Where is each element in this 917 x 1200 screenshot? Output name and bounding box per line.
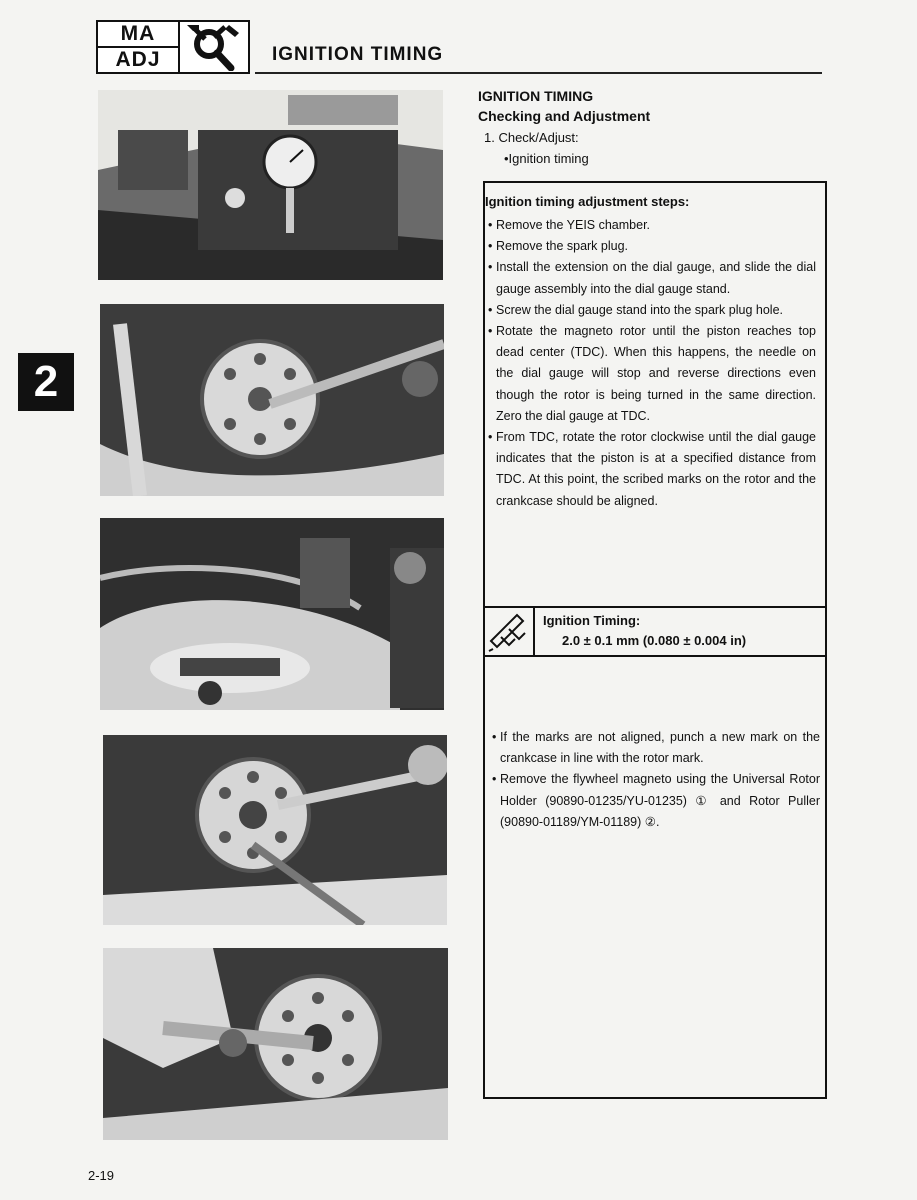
page-number: 2-19 xyxy=(88,1168,115,1183)
adjustment-steps xyxy=(488,215,816,512)
bullet: • xyxy=(492,730,497,744)
photo-rotor-wrench xyxy=(100,304,444,496)
list-item: • Install the extension on the dial gauge, and slide the dial gauge assembly into the dial gauge stand. xyxy=(488,257,816,299)
list-item: • Remove the flywheel magneto using the Universal Rotor Holder (90890-01235/YU-01235) ① and Rotor Puller (90890-01189/YM-01189) ②. xyxy=(492,769,820,833)
section-subtitle: Checking and Adjustment xyxy=(478,108,651,124)
list-item: • If the marks are not aligned, punch a new mark on the crankcase in line with the rotor mark. xyxy=(492,727,820,769)
badge-ma: MA xyxy=(98,22,178,48)
caliper-icon xyxy=(483,608,535,655)
spec-label: Ignition Timing: xyxy=(543,613,641,628)
list-item: • Remove the YEIS chamber. xyxy=(488,215,816,236)
spec-row xyxy=(483,606,827,657)
bullet: • xyxy=(492,772,497,787)
spec-value: 2.0 ± 0.1 mm (0.080 ± 0.004 in) xyxy=(562,633,747,648)
photo-crankcase-marks xyxy=(100,518,444,710)
list-item: • From TDC, rotate the rotor clockwise until the dial gauge indicates that the piston is at a specified distance from TDC. At this point, the scribed marks on the rotor and the crankcase should be aligned. xyxy=(488,427,816,512)
photo-dial-gauge xyxy=(98,90,443,280)
section-title: IGNITION TIMING xyxy=(478,88,594,104)
section-badge xyxy=(96,20,250,74)
step-check-adjust: 1. Check/Adjust: xyxy=(484,130,579,145)
list-item: • Screw the dial gauge stand into the spark plug hole. xyxy=(488,300,816,321)
bullet: • xyxy=(488,239,493,254)
photo-rotor-holder xyxy=(103,735,447,925)
photo-rotor-puller xyxy=(103,948,448,1140)
badge-adj: ADJ xyxy=(115,48,161,71)
bullet: • xyxy=(488,324,493,339)
box-title: Ignition timing adjustment steps: xyxy=(485,194,690,209)
list-item: • Remove the spark plug. xyxy=(488,236,816,257)
bullet: • xyxy=(488,260,493,275)
list-item: • Rotate the magneto rotor until the piston reaches top dead center (TDC). When this happens, the needle on the dial gauge will stop and reverse directions even though the rotor is being turned in the same direction. Zero the dial gauge at TDC. xyxy=(488,321,816,427)
chapter-tab: 2 xyxy=(18,353,74,411)
header-rule xyxy=(255,72,822,74)
bullet: • xyxy=(488,430,493,445)
bullet: • xyxy=(488,218,493,232)
wrench-magnifier-icon xyxy=(180,22,248,72)
bullet: • xyxy=(488,302,493,317)
step-item-ignition-timing: •Ignition timing xyxy=(504,151,589,166)
notes xyxy=(492,727,820,833)
page-title: IGNITION TIMING xyxy=(272,44,444,65)
